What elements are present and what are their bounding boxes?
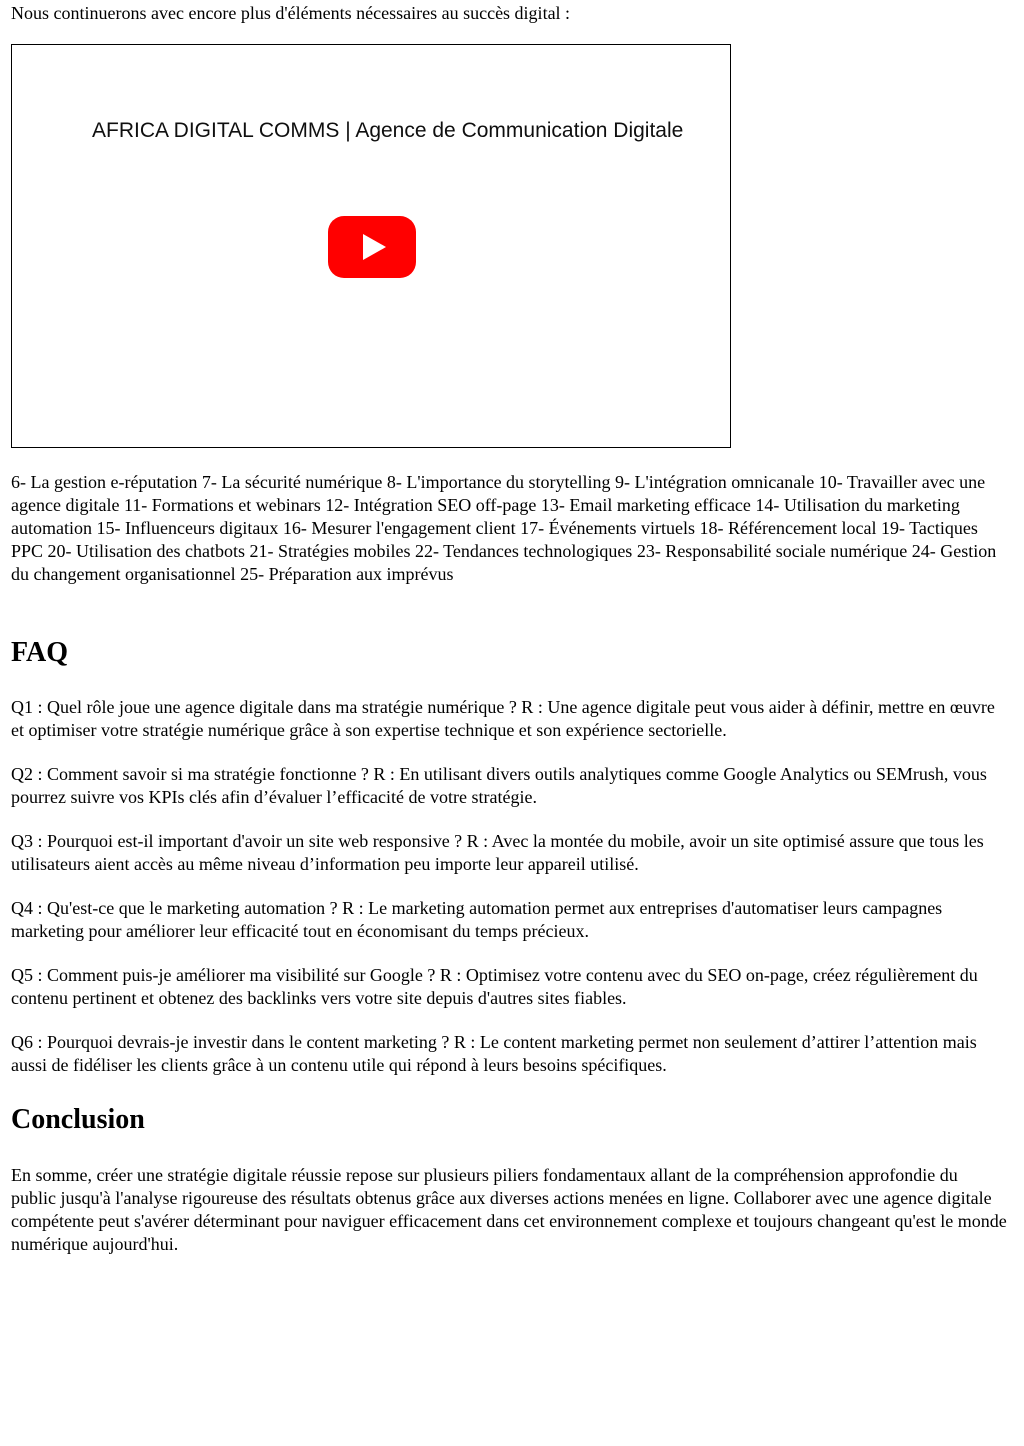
faq-item-3: Q3 : Pourquoi est-il important d'avoir un site web responsive ? R : Avec la montée du mobile, avoir un site optimisé assure que tous les utilisateurs aient accès au même niveau d’information peu importe leur appareil utilisé. xyxy=(11,831,984,874)
youtube-play-icon[interactable] xyxy=(328,216,416,278)
conclusion-heading: Conclusion xyxy=(11,1104,145,1135)
faq-item-4: Q4 : Qu'est-ce que le marketing automation ? R : Le marketing automation permet aux entreprises d'automatiser leurs campagnes marketing pour améliorer leur efficacité tout en économisant du temps précieux. xyxy=(11,898,943,941)
youtube-play-icon-svg xyxy=(328,216,416,278)
faq-item-1: Q1 : Quel rôle joue une agence digitale dans ma stratégie numérique ? R : Une agence digitale peut vous aider à définir, mettre en œuvre et optimiser votre stratégie numérique grâce à son expertise technique et son expérience sectorielle. xyxy=(11,697,995,740)
faq-item-5: Q5 : Comment puis-je améliorer ma visibilité sur Google ? R : Optimisez votre contenu avec du SEO on-page, créez régulièrement du contenu pertinent et obtenez des backlinks vers votre site depuis d'autres sites fiables. xyxy=(11,965,978,1008)
topics-list: 6- La gestion e-réputation 7- La sécurité numérique 8- L'importance du storytelling 9- L'intégration omnicanale 10- Travailler avec une agence digitale 11- Formations et webinars 12- Intégration SEO off-page 13- Email marketing efficace 14- Utilisation du marketing automation 15- Influenceurs digitaux 16- Mesurer l'engagement client 17- Événements virtuels 18- Référencement local 19- Tactiques PPC 20- Utilisation des chatbots 21- Stratégies mobiles 22- Tendances technologiques 23- Responsabilité sociale numérique 24- Gestion du changement organisationnel 25- Préparation aux imprévus xyxy=(11,472,997,584)
faq-item-6: Q6 : Pourquoi devrais-je investir dans le content marketing ? R : Le content marketing permet non seulement d’attirer l’attention mais aussi de fidéliser les clients grâce à un contenu utile qui répond à leurs besoins spécifiques. xyxy=(11,1032,977,1075)
conclusion-text: En somme, créer une stratégie digitale réussie repose sur plusieurs piliers fondamentaux allant de la compréhension approfondie du public jusqu'à l'analyse rigoureuse des résultats obtenus grâce aux diverses actions menées en ligne. Collaborer avec une agence digitale compétente peut s'avérer déterminant pour naviguer efficacement dans cet environnement complexe et toujours changeant qu'est le monde numérique aujourd'hui. xyxy=(11,1165,1007,1254)
embedded-video[interactable] xyxy=(11,44,731,448)
intro-text: Nous continuerons avec encore plus d'éléments nécessaires au succès digital : xyxy=(11,3,571,23)
faq-heading: FAQ xyxy=(11,637,69,668)
faq-item-2: Q2 : Comment savoir si ma stratégie fonctionne ? R : En utilisant divers outils analytiques comme Google Analytics ou SEMrush, vous pourrez suivre vos KPIs clés afin d’évaluer l’efficacité de votre stratégie. xyxy=(11,764,987,807)
video-title[interactable]: AFRICA DIGITAL COMMS | Agence de Communication Digitale xyxy=(92,119,684,142)
